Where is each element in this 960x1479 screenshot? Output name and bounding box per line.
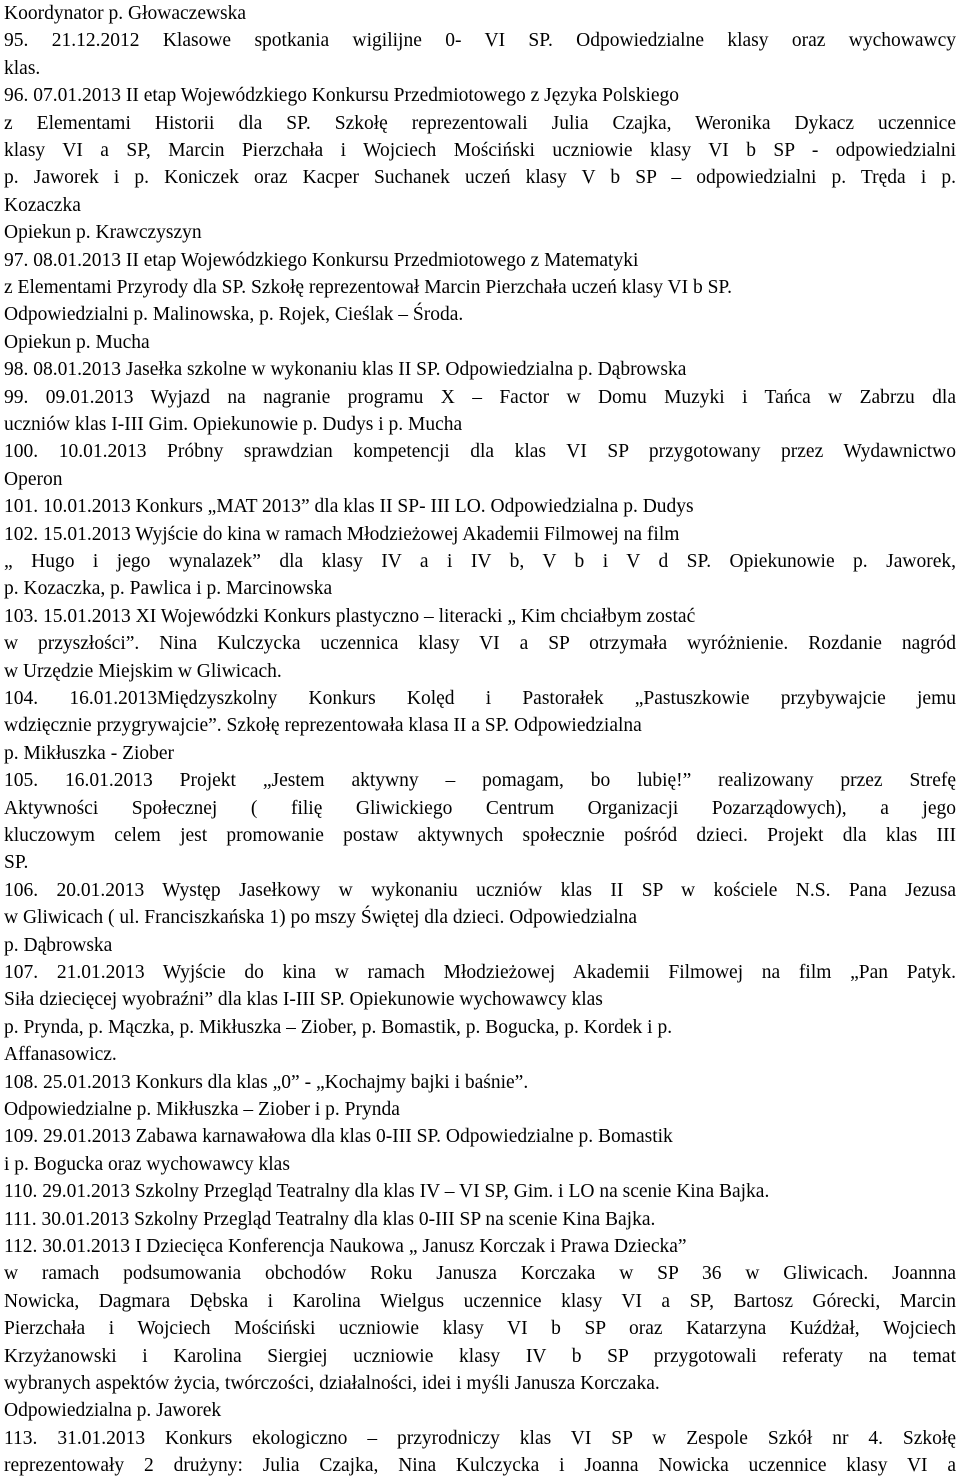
document-line: p. Mikłuszka - Ziober xyxy=(4,742,175,764)
document-line: 95. 21.12.2012 Klasowe spotkania wigilijne 0- VI SP. Odpowiedzialne klasy oraz wychowawcy xyxy=(4,30,956,52)
document-line: uczniów klas I-III Gim. Opiekunowie p. Dudys i p. Mucha xyxy=(4,414,463,435)
document-line: 104. 16.01.2013Międzyszkolny Konkurs Kolęd i Pastorałek „Pastuszkowie przybywajcie jemu xyxy=(4,688,956,709)
document-line: 110. 29.01.2013 Szkolny Przegląd Teatralny dla klas IV – VI SP, Gim. i LO na scenie Kina Bajka. xyxy=(4,1181,770,1203)
document-line: wdzięcznie przygrywajcie”. Szkołę reprezentowała klasa II a SP. Odpowiedzialna xyxy=(4,715,642,737)
document-line: klas. xyxy=(4,57,41,79)
document-line: 99. 09.01.2013 Wyjazd na nagranie programu X – Factor w Domu Muzyki i Tańca w Zabrzu dla xyxy=(4,386,956,408)
document-line: 106. 20.01.2013 Występ Jasełkowy w wykonaniu uczniów klas II SP w kościele N.S. Pana Jezusa xyxy=(4,879,956,901)
document-line: Opiekun p. Mucha xyxy=(4,331,150,353)
document-line: 98. 08.01.2013 Jasełka szkolne w wykonaniu klas II SP. Odpowiedzialna p. Dąbrowska xyxy=(4,359,687,381)
document-line: p. Jaworek i p. Koniczek oraz Kacper Suchanek uczeń klasy V b SP – odpowiedzialni p. Tręda i p. xyxy=(4,167,956,189)
document-line: z Elementami Historii dla SP. Szkołę reprezentowali Julia Czajka, Weronika Dykacz uczennice xyxy=(4,112,956,134)
document-line: Affanasowicz. xyxy=(4,1044,117,1066)
document-line: w Gliwicach ( ul. Franciszkańska 1) po mszy Świętej dla dzieci. Odpowiedzialna xyxy=(4,907,638,929)
document-line: 108. 25.01.2013 Konkurs dla klas „0” - „Kochajmy bajki i baśnie”. xyxy=(4,1071,529,1093)
document-line: 105. 16.01.2013 Projekt „Jestem aktywny – pomagam, bo lubię!” realizowany przez Strefę xyxy=(4,770,956,792)
document-line: 107. 21.01.2013 Wyjście do kina w ramach Młodzieżowej Akademii Filmowej na film „Pan Patyk. xyxy=(4,962,956,983)
document-line: z Elementami Przyrody dla SP. Szkołę reprezentował Marcin Pierzchała uczeń klasy VI b SP. xyxy=(4,277,732,298)
document-line: 97. 08.01.2013 II etap Wojewódzkiego Konkursu Przedmiotowego z Matematyki xyxy=(4,249,639,271)
document-line: 103. 15.01.2013 XI Wojewódzki Konkurs plastyczno – literacki „ Kim chciałbym zostać xyxy=(4,605,696,627)
document-line: Siła dziecięcej wyobraźni” dla klas I-III SP. Opiekunowie wychowawcy klas xyxy=(4,989,603,1011)
document-line: Opiekun p. Krawczyszyn xyxy=(4,222,202,244)
document-line: 113. 31.01.2013 Konkurs ekologiczno – przyrodniczy klas VI SP w Zespole Szkół nr 4. Szkołę xyxy=(4,1427,956,1449)
document-line: SP. xyxy=(4,852,29,874)
document-line: Aktywności Społecznej ( filię Gliwickiego Centrum Organizacji Pozarządowych), a jego xyxy=(4,797,956,819)
document-line: Kozaczka xyxy=(4,194,81,216)
document-line: 102. 15.01.2013 Wyjście do kina w ramach Młodzieżowej Akademii Filmowej na film xyxy=(4,523,680,545)
document-line: w przyszłości”. Nina Kulczycka uczennica klasy VI a SP otrzymała wyróżnienie. Rozdanie nagród xyxy=(4,633,956,655)
document-line: w Urzędzie Miejskim w Gliwicach. xyxy=(4,660,282,682)
document-line: 111. 30.01.2013 Szkolny Przegląd Teatralny dla klas 0-III SP na scenie Kina Bajka. xyxy=(4,1208,656,1230)
document-line: Odpowiedzialne p. Mikłuszka – Ziober i p. Prynda xyxy=(4,1099,400,1120)
document-line: Koordynator p. Głowaczewska xyxy=(4,3,247,24)
document-line: Odpowiedzialna p. Jaworek xyxy=(4,1400,222,1422)
document-line: 100. 10.01.2013 Próbny sprawdzian kompetencji dla klas VI SP przygotowany przez Wydawnictwo xyxy=(4,441,956,463)
document-line: 101. 10.01.2013 Konkurs „MAT 2013” dla klas II SP- III LO. Odpowiedzialna p. Dudys xyxy=(4,496,694,518)
document-line: p. Dąbrowska xyxy=(4,934,113,956)
document-line: klasy VI a SP, Marcin Pierzchała i Wojciech Mościński uczniowie klasy VI b SP - odpowiedzialni xyxy=(4,140,956,161)
document-line: reprezentowały 2 drużyny: Julia Czajka, Nina Kulczycka i Joanna Nowicka uczennice klasy VI a xyxy=(4,1455,956,1477)
document-line: Nowicka, Dagmara Dębska i Karolina Wielgus uczennice klasy VI a SP, Bartosz Górecki, Marcin xyxy=(4,1290,956,1312)
document-line: p. Prynda, p. Mączka, p. Mikłuszka – Ziober, p. Bomastik, p. Bogucka, p. Kordek i p. xyxy=(4,1016,673,1038)
document-line: kluczowym celem jest promowanie postaw aktywnych społecznie pośród dzieci. Projekt dla klas III xyxy=(4,825,956,846)
document-line: Odpowiedzialni p. Malinowska, p. Rojek, Cieślak – Środa. xyxy=(4,304,464,326)
document-line: „ Hugo i jego wynalazek” dla klasy IV a i IV b, V b i V d SP. Opiekunowie p. Jaworek, xyxy=(4,551,956,572)
document-line: w ramach podsumowania obchodów Roku Janusza Korczaka w SP 36 w Gliwicach. Joannna xyxy=(4,1263,956,1285)
document-line: Krzyżanowski i Karolina Siergiej uczniowie klasy IV b SP przygotowali referaty na temat xyxy=(4,1345,956,1367)
document-line: wybranych aspektów życia, twórczości, działalności, idei i myśli Janusza Korczaka. xyxy=(4,1373,660,1394)
document-line: 112. 30.01.2013 I Dziecięca Konferencja Naukowa „ Janusz Korczak i Prawa Dziecka” xyxy=(4,1236,687,1257)
document-line: Pierzchała i Wojciech Mościński uczniowie klasy VI b SP oraz Katarzyna Kuźdżał, Wojciech xyxy=(4,1318,956,1340)
document-line: 109. 29.01.2013 Zabawa karnawałowa dla klas 0-III SP. Odpowiedzialne p. Bomastik xyxy=(4,1126,673,1148)
document-line: Operon xyxy=(4,468,63,490)
document-line: p. Kozaczka, p. Pawlica i p. Marcinowska xyxy=(4,578,333,600)
document-line: i p. Bogucka oraz wychowawcy klas xyxy=(4,1153,290,1175)
document-line: 96. 07.01.2013 II etap Wojewódzkiego Konkursu Przedmiotowego z Języka Polskiego xyxy=(4,85,680,107)
